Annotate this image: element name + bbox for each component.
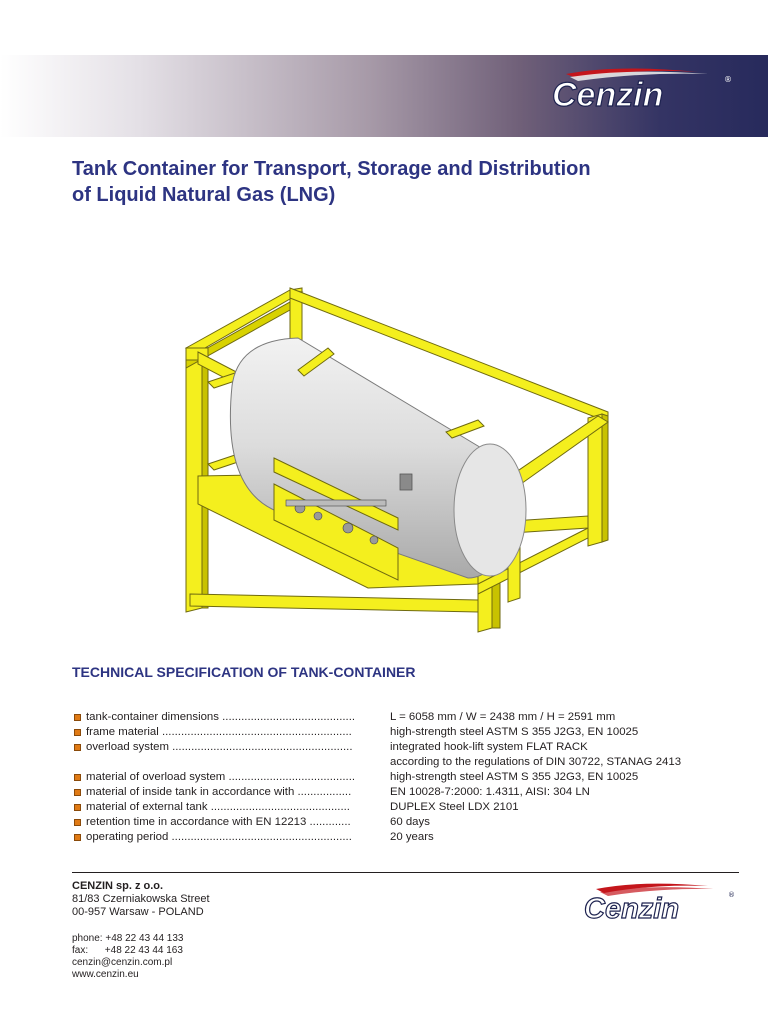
- email-link[interactable]: cenzin@cenzin.com.pl: [72, 957, 173, 968]
- footer-divider: [72, 872, 739, 873]
- spec-list: [74, 710, 754, 845]
- bullet-icon: [74, 789, 81, 796]
- spec-label: frame material ............................................................: [86, 726, 352, 738]
- spec-value: 20 years: [390, 831, 434, 843]
- bullet-icon: [74, 774, 81, 781]
- fax: fax: +48 22 43 44 163: [72, 945, 183, 956]
- svg-text:®: ®: [724, 75, 732, 84]
- bullet-icon: [74, 834, 81, 841]
- footer-contact: [72, 880, 210, 981]
- spec-value: according to the regulations of DIN 30722, STANAG 2413: [390, 756, 682, 768]
- bullet-icon: [74, 804, 81, 811]
- spec-row: [74, 710, 754, 725]
- spec-row: [74, 755, 754, 770]
- spec-label: operating period .........................................................: [86, 831, 352, 843]
- company-name: CENZIN sp. z o.o.: [72, 880, 164, 892]
- cenzin-logo: [548, 62, 738, 114]
- spec-row: [74, 770, 754, 785]
- svg-text:Cenzin: Cenzin: [552, 76, 664, 114]
- bullet-icon: [74, 819, 81, 826]
- spec-label: material of overload system ........................................: [86, 771, 356, 783]
- bullet-icon: [74, 744, 81, 751]
- city-address: 00-957 Warsaw - POLAND: [72, 906, 204, 918]
- phone: phone: +48 22 43 44 133: [72, 933, 184, 944]
- bullet-icon: [74, 714, 81, 721]
- spec-heading: TECHNICAL SPECIFICATION OF TANK-CONTAINER: [72, 664, 416, 680]
- spec-value: high-strength steel ASTM S 355 J2G3, EN 10025: [390, 726, 639, 738]
- svg-text:Cenzin: Cenzin: [584, 893, 680, 924]
- spec-value: integrated hook-lift system FLAT RACK: [390, 741, 588, 753]
- cenzin-logo-footer: [582, 880, 738, 924]
- spec-value: L = 6058 mm / W = 2438 mm / H = 2591 mm: [390, 711, 616, 723]
- spec-label: material of external tank ............................................: [86, 801, 350, 813]
- spec-label: tank-container dimensions ..........................................: [86, 711, 356, 723]
- svg-text:®: ®: [728, 891, 735, 899]
- spec-label: material of inside tank in accordance with .................: [86, 786, 352, 798]
- title-line-1: Tank Container for Transport, Storage and Distribution: [72, 158, 591, 180]
- spec-label: retention time in accordance with EN 12213 .............: [86, 816, 351, 828]
- website-link[interactable]: www.cenzin.eu: [72, 969, 139, 980]
- spec-value: 60 days: [390, 816, 430, 828]
- tank-container-illustration: [178, 278, 610, 650]
- street-address: 81/83 Czerniakowska Street: [72, 893, 210, 905]
- spec-row: [74, 725, 754, 740]
- spec-value: high-strength steel ASTM S 355 J2G3, EN 10025: [390, 771, 639, 783]
- spec-value: EN 10028-7:2000: 1.4311, AISI: 304 LN: [390, 786, 590, 798]
- spec-row: [74, 800, 754, 815]
- spec-row: [74, 740, 754, 755]
- spec-row: [74, 815, 754, 830]
- spec-row: [74, 785, 754, 800]
- page-title: [72, 156, 712, 208]
- spec-row: [74, 830, 754, 845]
- title-line-2: of Liquid Natural Gas (LNG): [72, 184, 336, 206]
- bullet-icon: [74, 729, 81, 736]
- spec-label: overload system .........................................................: [86, 741, 353, 753]
- spec-value: DUPLEX Steel LDX 2101: [390, 801, 519, 813]
